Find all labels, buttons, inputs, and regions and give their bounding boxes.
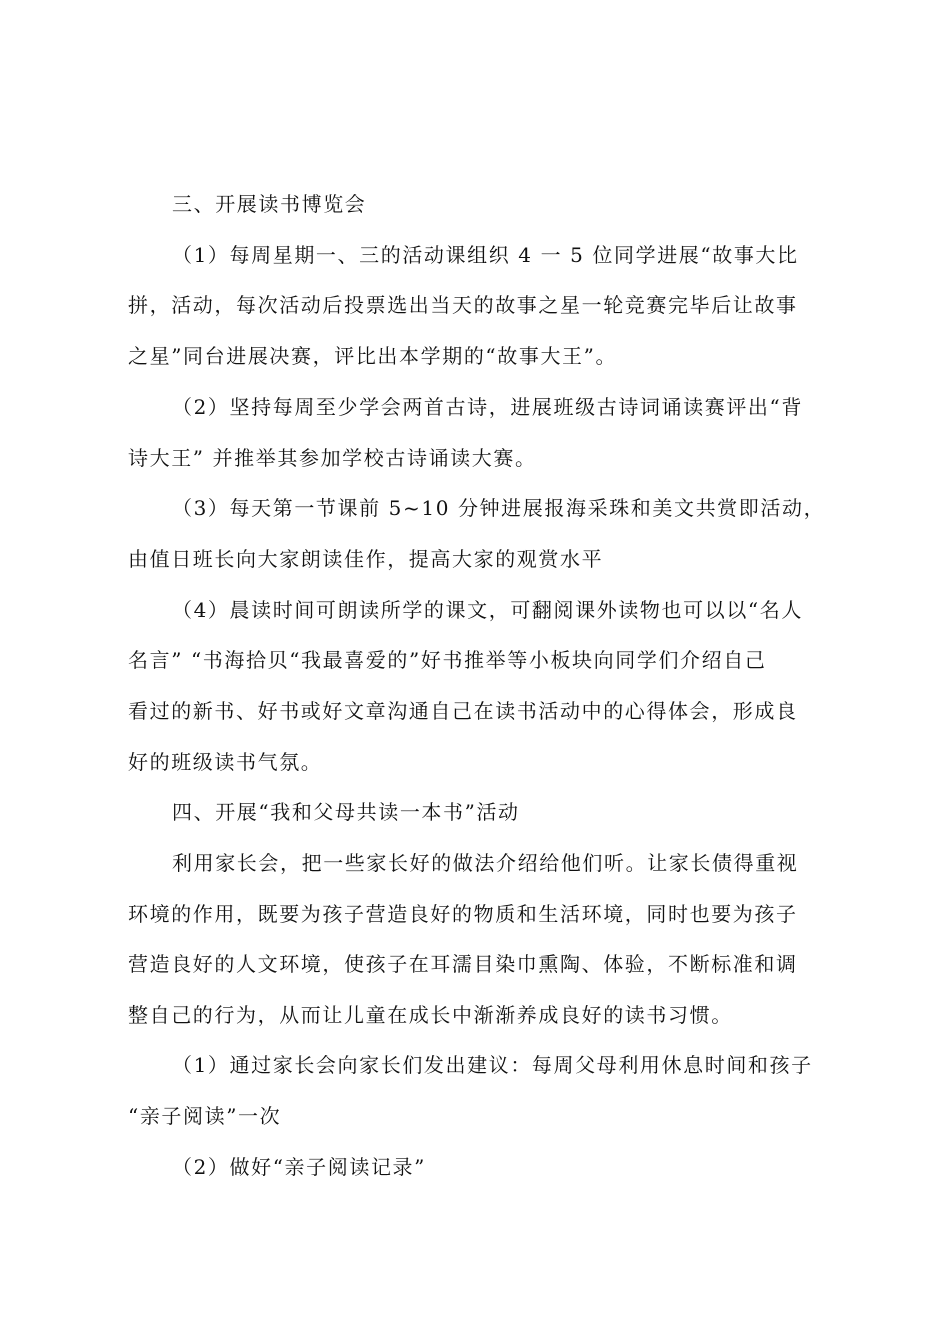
paragraph-line: “亲子阅读”一次 [128,1104,282,1128]
paragraph-line: （1）每周星期一、三的活动课组织 4 一 5 位同学进展“故事大比 [172,243,799,267]
paragraph-line: 看过的新书、好书或好文章沟通自己在读书活动中的心得体会，形成良 [128,699,798,723]
paragraph-line: （3）每天第一节课前 5~10 分钟进展报海采珠和美文共赏即活动， [172,496,826,520]
section-heading-4: 四、开展“我和父母共读一本书”活动 [172,800,520,824]
paragraph-line: 拼，活动，每次活动后投票选出当天的故事之星一轮竞赛完毕后让故事 [128,293,798,317]
paragraph-line: （4）晨读时间可朗读所学的课文，可翻阅课外读物也可以以“名人 [172,598,803,622]
paragraph-line: （1）通过家长会向家长们发出建议：每周父母利用休息时间和孩子 [172,1053,813,1077]
paragraph-line: 由值日班长向大家朗读佳作，提高大家的观赏水平 [128,547,604,571]
paragraph-line: （2）做好“亲子阅读记录” [172,1155,426,1179]
paragraph-line: 整自己的行为，从而让儿童在成长中渐渐养成良好的读书习惯。 [128,1003,733,1027]
paragraph-line: 名言” “书海拾贝“我最喜爱的”好书推举等小板块向同学们介绍自己 [128,648,767,672]
section-heading-3: 三、开展读书博览会 [172,192,367,216]
paragraph-line: 营造良好的人文环境，使孩子在耳濡目染巾熏陶、体验，不断标准和调 [128,952,798,976]
paragraph-line: 利用家长会，把一些家长好的做法介绍给他们听。让家长债得重视 [172,851,799,875]
paragraph-line: 好的班级读书气氛。 [128,750,323,774]
paragraph-line: 之星”同台进展决赛，评比出本学期的“故事大王”。 [128,344,618,368]
paragraph-line: 环境的作用，既要为孩子营造良好的物质和生活环境，同时也要为孩子 [128,902,798,926]
paragraph-line: （2）坚持每周至少学会两首古诗，进展班级古诗词诵读赛评出“背 [172,395,803,419]
paragraph-line: 诗大王” 并推举其参加学校古诗诵读大赛。 [128,446,537,470]
